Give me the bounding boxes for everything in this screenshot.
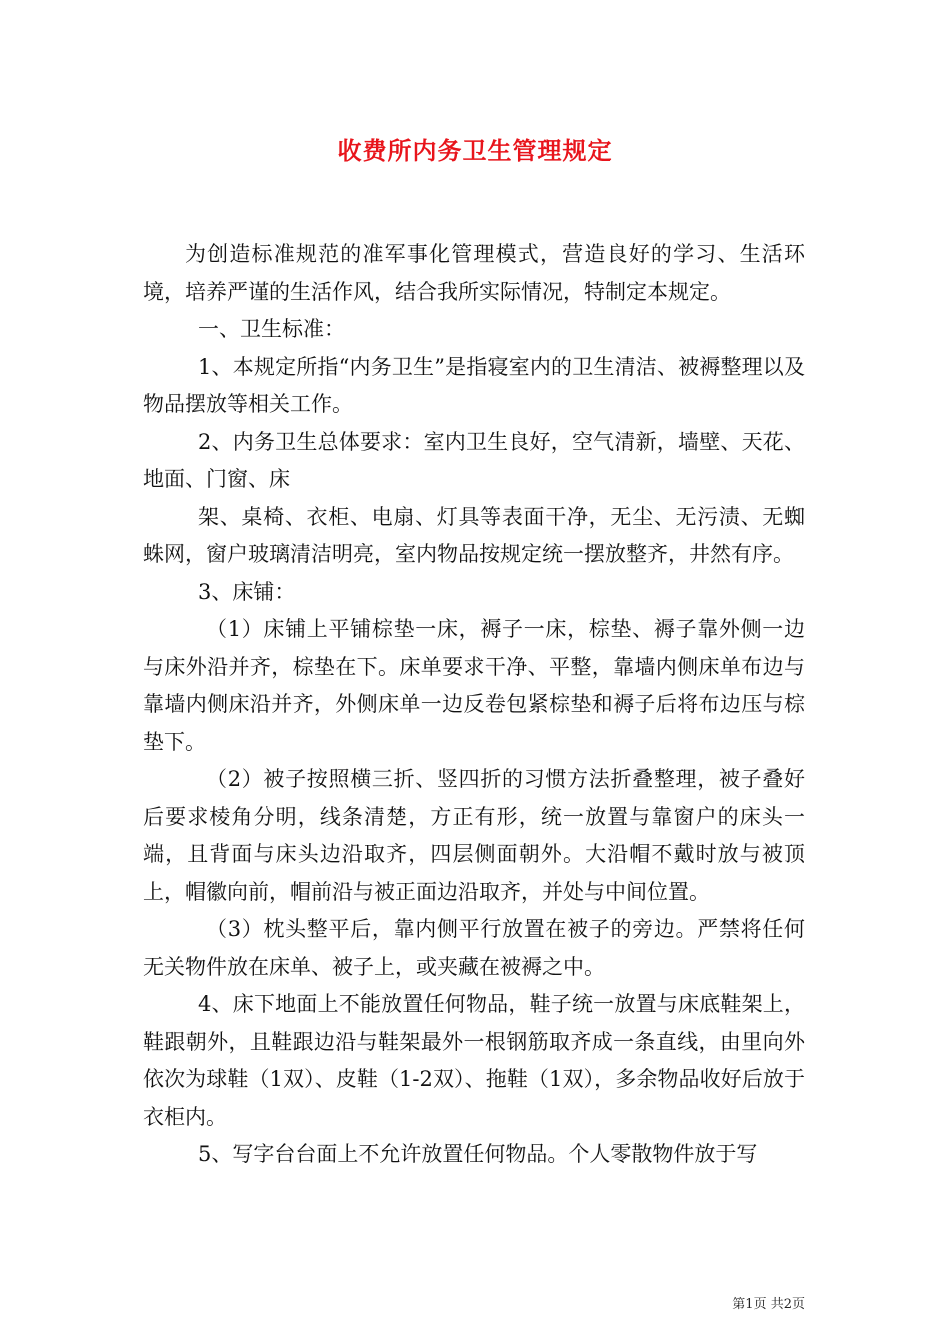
paragraph-item-3-1: （1）床铺上平铺棕垫一床，褥子一床，棕垫、褥子靠外侧一边与床外沿并齐，棕垫在下。床单要求干净、平整，靠墙内侧床单布边与靠墙内侧床沿并齐，外侧床单一边反卷包紧棕垫和褥子后将布边压与棕垫下。 (143, 617, 805, 754)
paragraph-item-3-3: （3）枕头整平后，靠内侧平行放置在被子的旁边。严禁将任何无关物件放在床单、被子上，或夹藏在被褥之中。 (143, 917, 805, 979)
paragraph-item-2-continued: 架、桌椅、衣柜、电扇、灯具等表面干净，无尘、无污渍、无蜘蛛网，窗户玻璃清洁明亮，室内物品按规定统一摆放整齐，井然有序。 (143, 504, 805, 566)
paragraph-item-2: 2、内务卫生总体要求：室内卫生良好，空气清新，墙壁、天花、地面、门窗、床 (143, 429, 805, 491)
section-heading-hygiene-standard: 一、卫生标准： (198, 317, 345, 341)
document-title: 收费所内务卫生管理规定 (337, 136, 613, 165)
paragraph-item-3-2: （2）被子按照横三折、竖四折的习惯方法折叠整理，被子叠好后要求棱角分明，线条清楚，方正有形，统一放置与靠窗户的床头一端，且背面与床头边沿取齐，四层侧面朝外。大沿帽不戴时放与被顶上，帽徽向前，帽前沿与被正面边沿取齐，并处与中间位置。 (143, 767, 805, 904)
paragraph-intro: 为创造标准规范的准军事化管理模式，营造良好的学习、生活环境，培养严谨的生活作风，结合我所实际情况，特制定本规定。 (143, 242, 805, 304)
page-label-suffix: 页 (791, 1297, 805, 1312)
page-label-prefix: 第 (732, 1297, 746, 1312)
page-label-mid: 页 共 (753, 1297, 784, 1312)
page-number-footer (732, 1296, 805, 1314)
paragraph-item-3-heading: 3、床铺： (198, 579, 296, 604)
total-page-number: 2 (783, 1297, 792, 1312)
current-page-number: 1 (745, 1297, 754, 1312)
document-body (143, 236, 805, 1174)
paragraph-item-5: 5、写字台台面上不允许放置任何物品。个人零散物件放于写 (198, 1142, 758, 1166)
paragraph-item-1: 1、本规定所指“内务卫生”是指寝室内的卫生清洁、被褥整理以及物品摆放等相关工作。 (143, 354, 805, 416)
paragraph-item-4: 4、床下地面上不能放置任何物品，鞋子统一放置与床底鞋架上，鞋跟朝外，且鞋跟边沿与鞋架最外一根钢筋取齐成一条直线，由里向外依次为球鞋（1双）、皮鞋（1-2双）、拖鞋（1双），多余物品收好后放于衣柜内。 (143, 992, 805, 1129)
